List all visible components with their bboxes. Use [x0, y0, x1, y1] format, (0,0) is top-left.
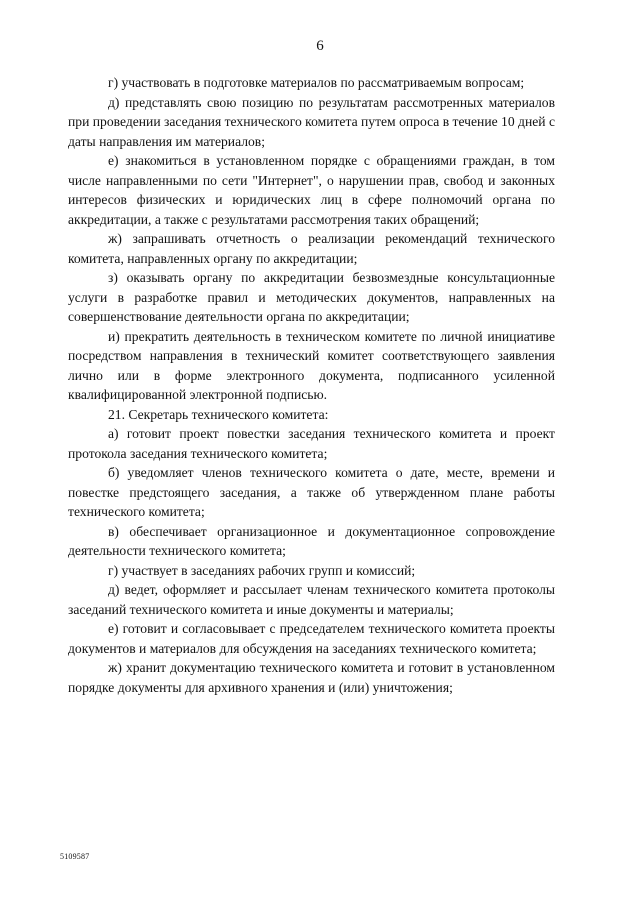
paragraph-item-z-consulting: з) оказывать органу по аккредитации безвозмездные консультационные услуги в разработке правил и методических документов, направленных на совершенствование деятельности органа по аккредитации; — [68, 270, 555, 324]
paragraph-item-a-agenda: а) готовит проект повестки заседания технического комитета и проект протокола заседания технического комитета; — [68, 426, 555, 461]
page-number: 6 — [316, 38, 324, 54]
paragraph-item-e-review-appeals: е) знакомиться в установленном порядке с обращениями граждан, в том числе направленными по сети "Интернет", о нарушении прав, свобод и законных интересов физических и юридических лиц в сфере полномочий органа по аккредитации, а также с результатами рассмотрения таких обращений; — [68, 153, 555, 227]
paragraph-item-v-support: в) обеспечивает организационное и документационное сопровождение деятельности технического комитета; — [68, 523, 555, 558]
section-21-heading: 21. Секретарь технического комитета: — [108, 406, 329, 422]
paragraph-item-d-present-position: д) представлять свою позицию по результатам рассмотренных материалов при проведении заседания технического комитета путем опроса в течение 10 дней с даты направления им материалов; — [68, 94, 555, 149]
paragraph-item-e-prepare-docs: е) готовит и согласовывает с председателем технического комитета проекты документов и материалов для обсуждения на заседаниях технического комитета; — [68, 621, 555, 656]
paragraph-item-b-notify: б) уведомляет членов технического комитета о дате, месте, времени и повестке предстоящего заседания, а также об утвержденном плане работы технического комитета; — [68, 465, 555, 519]
paragraph-item-i-terminate: и) прекратить деятельность в техническом комитете по личной инициативе посредством направления в технический комитет соответствующего заявления лично или в форме электронного документа, подписанного усиленной квалифицированной электронной подписью. — [68, 328, 555, 402]
paragraph-item-g-participate: г) участвовать в подготовке материалов по рассматриваемым вопросам; — [108, 75, 525, 90]
document-code: 5109587 — [60, 852, 90, 861]
paragraph-item-zh-archive: ж) хранит документацию технического комитета и готовит в установленном порядке документы для архивного хранения и (или) уничтожения; — [68, 660, 555, 695]
paragraph-item-zh-request-reports: ж) запрашивать отчетность о реализации рекомендаций технического комитета, направленных органу по аккредитации; — [68, 231, 555, 266]
paragraph-item-g-working-groups: г) участвует в заседаниях рабочих групп и комиссий; — [108, 562, 416, 578]
document-body — [68, 73, 555, 697]
paragraph-item-d-protocols: д) ведет, оформляет и рассылает членам технического комитета протоколы заседаний технического комитета и иные документы и материалы; — [68, 582, 555, 617]
